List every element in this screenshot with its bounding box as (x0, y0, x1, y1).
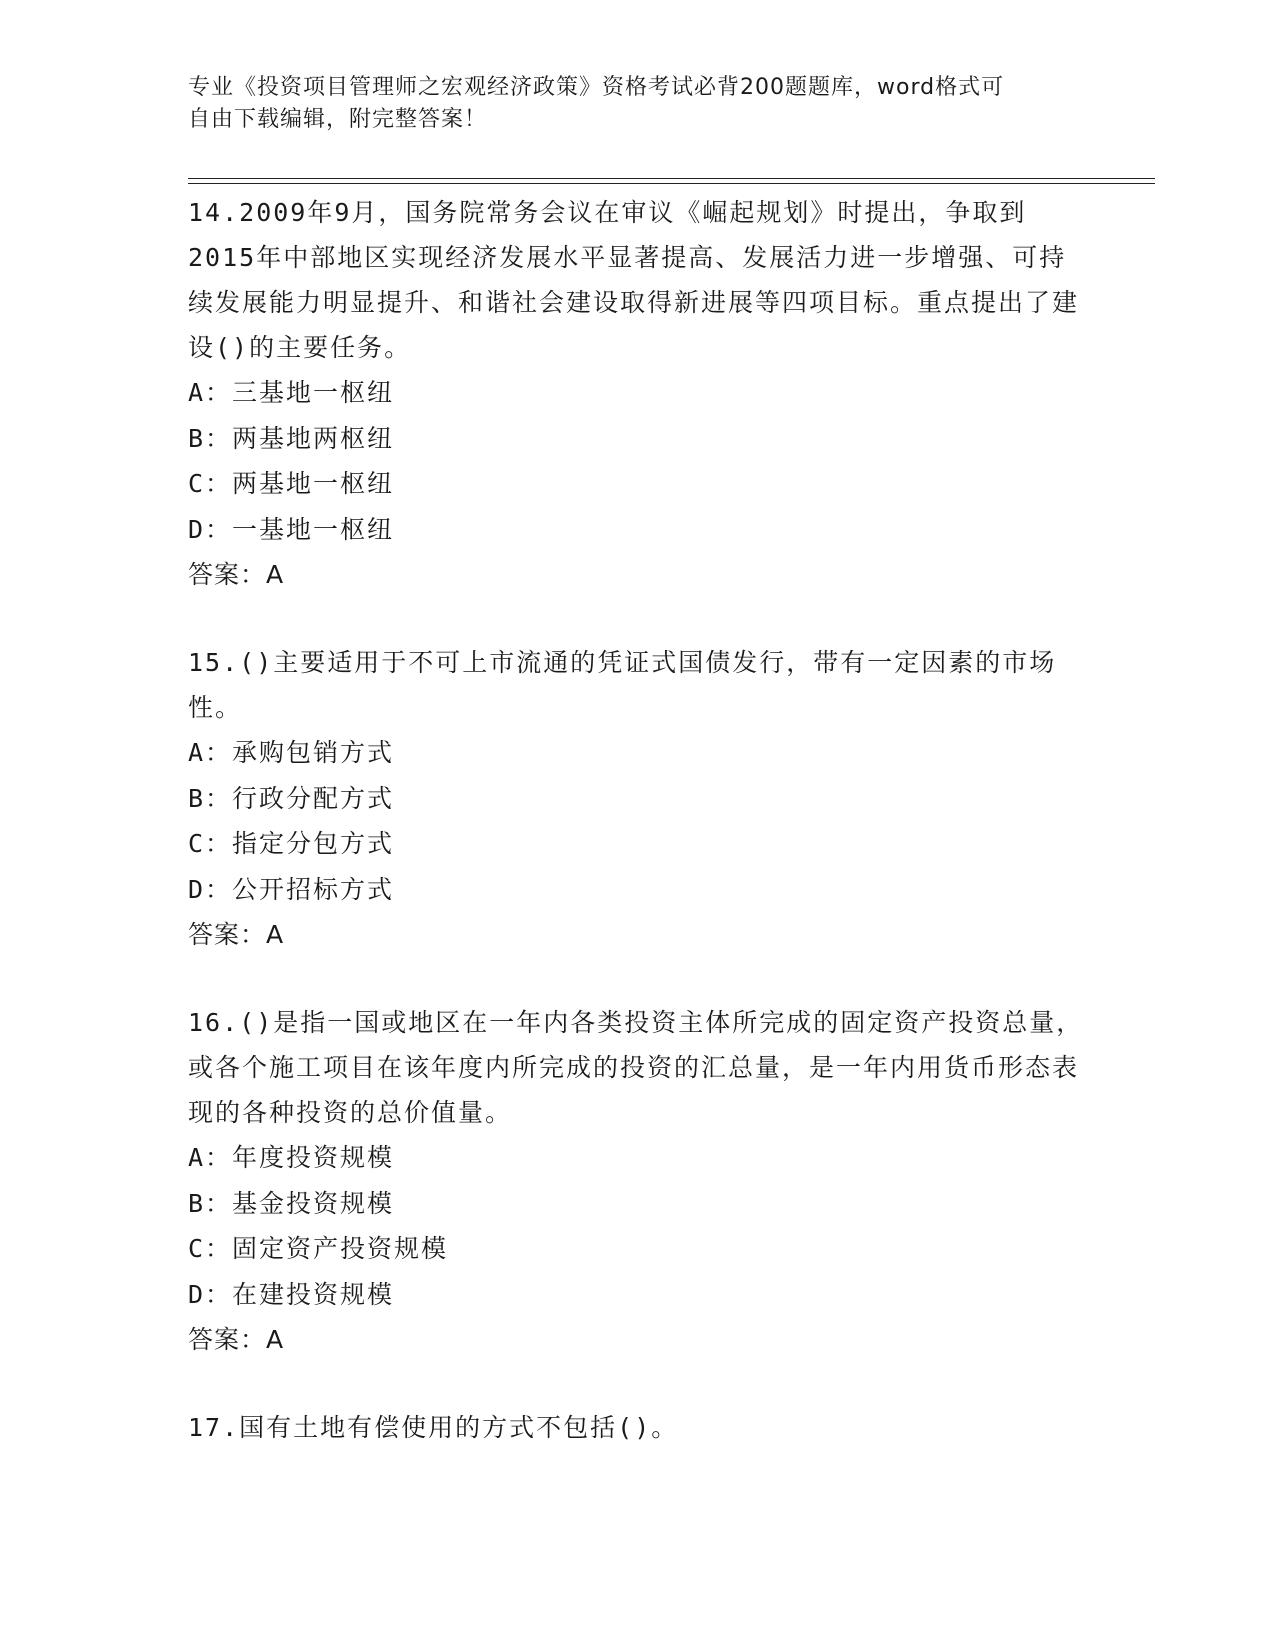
answer-line: 答案：A (188, 560, 285, 589)
option-b: B：两基地两枢纽 (188, 423, 395, 453)
question-text: 17.国有土地有偿使用的方式不包括()。 (188, 1413, 679, 1442)
question-text: 16.()是指一国或地区在一年内各类投资主体所完成的固定资产投资总量，或各个施工项目在该年度内所完成的投资的汇总量，是一年内用货币形态表现的各种投资的总价值量。 (188, 1008, 1084, 1127)
question-text: 15.()主要适用于不可上市流通的凭证式国债发行，带有一定因素的市场性。 (188, 648, 1057, 722)
answer-line: 答案：A (188, 1325, 285, 1354)
option-d: D：公开招标方式 (188, 874, 395, 904)
question-17 (188, 1405, 1088, 1450)
option-b: B：行政分配方式 (188, 783, 395, 813)
option-c: C：固定资产投资规模 (188, 1234, 449, 1263)
header-line-1: 专业《投资项目管理师之宏观经济政策》资格考试必背200题题库，word格式可 (188, 75, 1005, 100)
question-text: 14.2009年9月，国务院常务会议在审议《崛起规划》时提出，争取到2015年中部地区实现经济发展水平显著提高、发展活力进一步增强、可持续发展能力明显提升、和谐社会建设取得新进展等四项目标。重点提出了建设()的主要任务。 (188, 198, 1080, 362)
document-header (188, 72, 1068, 136)
answer-line: 答案：A (188, 920, 285, 949)
question-16 (188, 1000, 1088, 1363)
option-c: C：两基地一枢纽 (188, 469, 395, 498)
option-b: B：基金投资规模 (188, 1188, 395, 1218)
question-15 (188, 640, 1088, 958)
header-double-rule (188, 178, 1155, 184)
question-list (188, 190, 1088, 1492)
option-d: D：一基地一枢纽 (188, 514, 395, 544)
option-a: A：承购包销方式 (188, 738, 395, 767)
option-a: A：三基地一枢纽 (188, 378, 395, 407)
header-line-2: 自由下载编辑，附完整答案！ (188, 107, 488, 132)
option-a: A：年度投资规模 (188, 1143, 395, 1172)
option-c: C：指定分包方式 (188, 829, 395, 858)
question-14 (188, 190, 1088, 598)
option-d: D：在建投资规模 (188, 1279, 395, 1309)
